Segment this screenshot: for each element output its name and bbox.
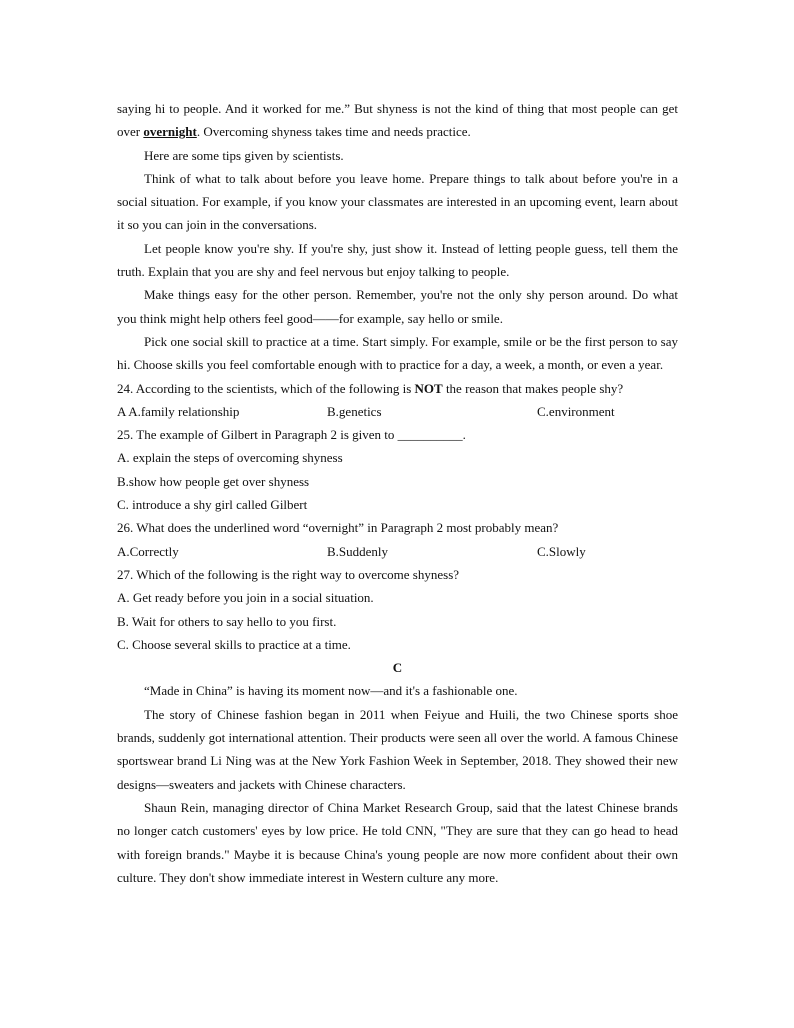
- paragraph-1-end: . Overcoming shyness takes time and needs practice.: [196, 124, 471, 140]
- q26-option-b: B.Suddenly: [327, 543, 389, 559]
- question-24-start: 24. According to the scientists, which of the following is: [117, 380, 415, 396]
- question-26-options: [117, 540, 678, 563]
- paragraph-2: Here are some tips given by scientists.: [144, 147, 344, 163]
- q25-option-c: C. introduce a shy girl called Gilbert: [117, 497, 308, 513]
- q24-option-b: B.genetics: [327, 403, 382, 419]
- q27-option-c: C. Choose several skills to practice at a time.: [117, 636, 351, 652]
- paragraph-6: Pick one social skill to practice at a time. Start simply. For example, smile or be the first person to say hi. Choose skills you feel comfortable enough with to practice for a day, a week, a month, or even a year.: [117, 333, 678, 373]
- question-24-end: the reason that makes people shy?: [442, 380, 624, 396]
- q24-option-a: A A.family relationship: [117, 403, 240, 419]
- q25-option-b: B.show how people get over shyness: [117, 473, 310, 489]
- q24-option-c: C.environment: [537, 403, 615, 419]
- section-c-paragraph-1: “Made in China” is having its moment now—and it's a fashionable one.: [144, 683, 518, 699]
- question-24-not: NOT: [414, 380, 443, 396]
- section-c-paragraph-2: The story of Chinese fashion began in 2011 when Feiyue and Huili, the two Chinese sports shoe brands, suddenly got international attention. Their products were seen all over the world. A famous Chinese sportswear brand Li Ning was at the New York Fashion Week in September, 2018. They showed their new designs—sweaters and jackets with Chinese characters.: [117, 706, 678, 792]
- question-25: 25. The example of Gilbert in Paragraph 2 is given to __________.: [117, 427, 466, 443]
- q26-option-c: C.Slowly: [537, 543, 586, 559]
- section-c-title: C: [392, 660, 403, 676]
- document-body: [117, 97, 678, 889]
- q26-option-a: A.Correctly: [117, 543, 179, 559]
- question-24-options: [117, 400, 678, 423]
- question-27: 27. Which of the following is the right way to overcome shyness?: [117, 566, 460, 582]
- q27-option-a: A. Get ready before you join in a social situation.: [117, 590, 374, 606]
- paragraph-3: Think of what to talk about before you leave home. Prepare things to talk about before you're in a social situation. For example, if you know your classmates are interested in an upcoming event, learn about it so you can join in the conversations.: [117, 170, 678, 233]
- paragraph-1: [117, 97, 678, 144]
- section-c-paragraph-3: Shaun Rein, managing director of China Market Research Group, said that the latest Chinese brands no longer catch customers' eyes by low price. He told CNN, "They are sure that they can go head to head with foreign brands." Maybe it is because China's young people are now more confident about their own culture. They don't show immediate interest in Western culture any more.: [117, 799, 678, 885]
- paragraph-1-start: saying hi to people. And it worked for me.” But shyness is not the kind of thing that most people can get over: [117, 101, 678, 140]
- paragraph-5: Make things easy for the other person. Remember, you're not the only shy person around. Do what you think might help others feel good——for example, say hello or smile.: [117, 287, 678, 326]
- paragraph-4: Let people know you're shy. If you're shy, just show it. Instead of letting people guess, tell them the truth. Explain that you are shy and feel nervous but enjoy talking to people.: [117, 240, 678, 280]
- question-26: 26. What does the underlined word “overnight” in Paragraph 2 most probably mean?: [117, 520, 559, 536]
- underlined-word-overnight: overnight: [143, 124, 197, 140]
- q27-option-b: B. Wait for others to say hello to you first.: [117, 613, 337, 629]
- q25-option-a: A. explain the steps of overcoming shyness: [117, 450, 343, 466]
- question-24: [117, 377, 678, 400]
